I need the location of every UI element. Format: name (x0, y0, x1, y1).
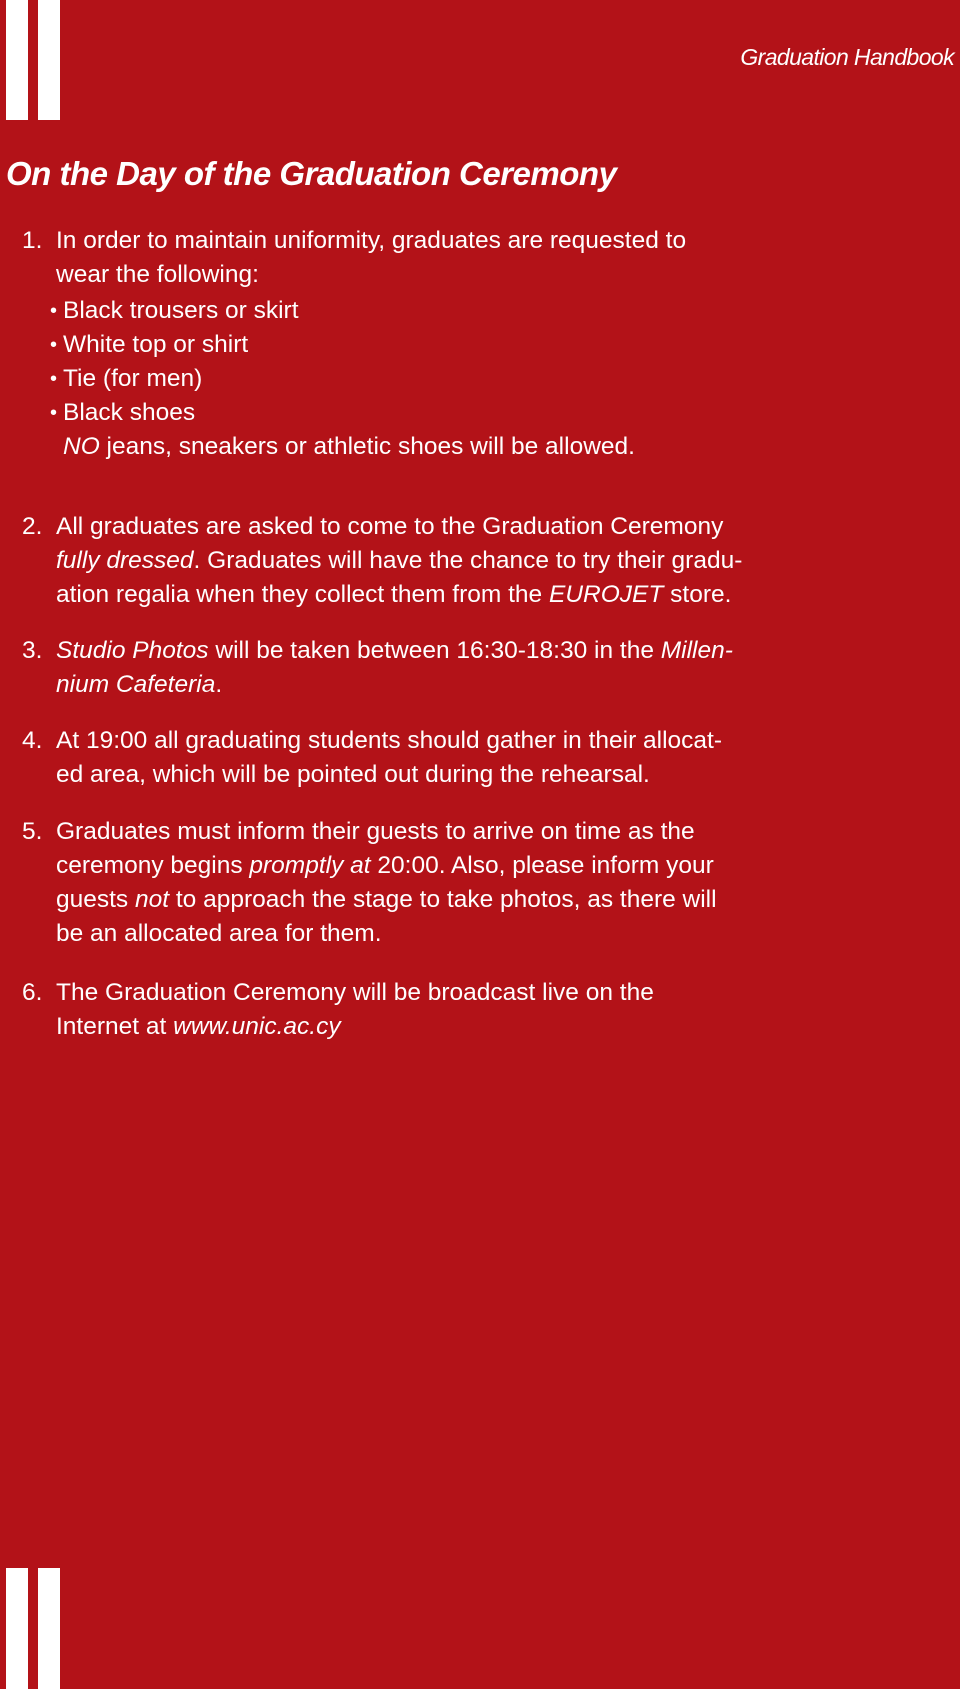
item-number: 5. (22, 818, 43, 845)
list-item-4 (22, 724, 792, 792)
decorative-bar-top-left (6, 0, 28, 120)
list-item-3 (22, 634, 792, 702)
item-2-line-3-text: ation regalia when they collect them from the (56, 581, 549, 608)
notice-text: jeans, sneakers or athletic shoes will be allowed. (99, 433, 635, 460)
item-6-line-1: The Graduation Ceremony will be broadcast live on the (56, 979, 654, 1006)
website-link[interactable]: www.unic.ac.cy (173, 1013, 341, 1040)
emphasis-text: promptly at (249, 852, 371, 879)
bullet-item: • Tie (for men) (50, 362, 792, 396)
emphasis-text: EUROJET (548, 581, 664, 608)
item-2-line-1: All graduates are asked to come to the Graduation Ceremony (56, 513, 724, 540)
item-3-line-2 (56, 668, 808, 702)
notice-emphasis: NO (63, 433, 100, 460)
item-6-line-2 (56, 1010, 808, 1044)
decorative-bar-top-right (38, 0, 60, 120)
item-5-line-4: be an allocated area for them. (56, 920, 382, 947)
decorative-bar-bottom-right (38, 1568, 60, 1689)
item-1-line-2: wear the following: (56, 261, 259, 288)
bullet-item: • White top or shirt (50, 328, 792, 362)
emphasis-text: nium Cafeteria (56, 671, 216, 698)
item-5-line-3-text: guests (56, 886, 135, 913)
dress-code-list (50, 294, 792, 430)
list-item-5 (22, 815, 792, 951)
emphasis-text: not (135, 886, 170, 913)
emphasis-text: Studio Photos (56, 637, 209, 664)
item-3-line-1-text: will be taken between 16:30-18:30 in the (208, 637, 661, 664)
item-number: 4. (22, 727, 43, 754)
decorative-bar-bottom-left (6, 1568, 28, 1689)
item-5-line-3 (56, 883, 808, 917)
bullet-item: • Black trousers or skirt (50, 294, 792, 328)
dress-code-notice (63, 430, 792, 464)
item-1-line-1: In order to maintain uniformity, graduates are requested to (56, 227, 687, 254)
emphasis-text: fully dressed (56, 547, 194, 574)
item-2-line-3 (56, 578, 808, 612)
item-5-line-2 (56, 849, 808, 883)
bullet-item: • Black shoes (50, 396, 792, 430)
item-3-line-2-end: . (215, 671, 223, 698)
item-2-line-2 (56, 544, 808, 578)
item-5-line-2-end: 20:00. Also, please inform your (370, 852, 714, 879)
list-item-2 (22, 510, 792, 612)
list-item-1 (22, 224, 792, 464)
item-6-line-2-text: Internet at (56, 1013, 174, 1040)
item-2-line-2-text: . Graduates will have the chance to try their gradu- (193, 547, 743, 574)
running-header: Graduation Handbook (740, 44, 954, 70)
item-4-line-1: At 19:00 all graduating students should gather in their allocat- (56, 727, 723, 754)
list-item-6 (22, 976, 792, 1044)
item-5-line-3-end: to approach the stage to take photos, as there will (169, 886, 717, 913)
item-5-line-2-text: ceremony begins (56, 852, 250, 879)
emphasis-text: Millen- (660, 637, 733, 664)
item-3-line-1 (56, 634, 808, 668)
item-number: 3. (22, 637, 43, 664)
item-4-line-2: ed area, which will be pointed out during the rehearsal. (56, 761, 650, 788)
item-number: 1. (22, 227, 43, 254)
item-number: 6. (22, 979, 43, 1006)
page-title: On the Day of the Graduation Ceremony (6, 155, 617, 192)
item-2-line-3-end: store. (663, 581, 732, 608)
item-number: 2. (22, 513, 43, 540)
item-5-line-1: Graduates must inform their guests to arrive on time as the (56, 818, 695, 845)
